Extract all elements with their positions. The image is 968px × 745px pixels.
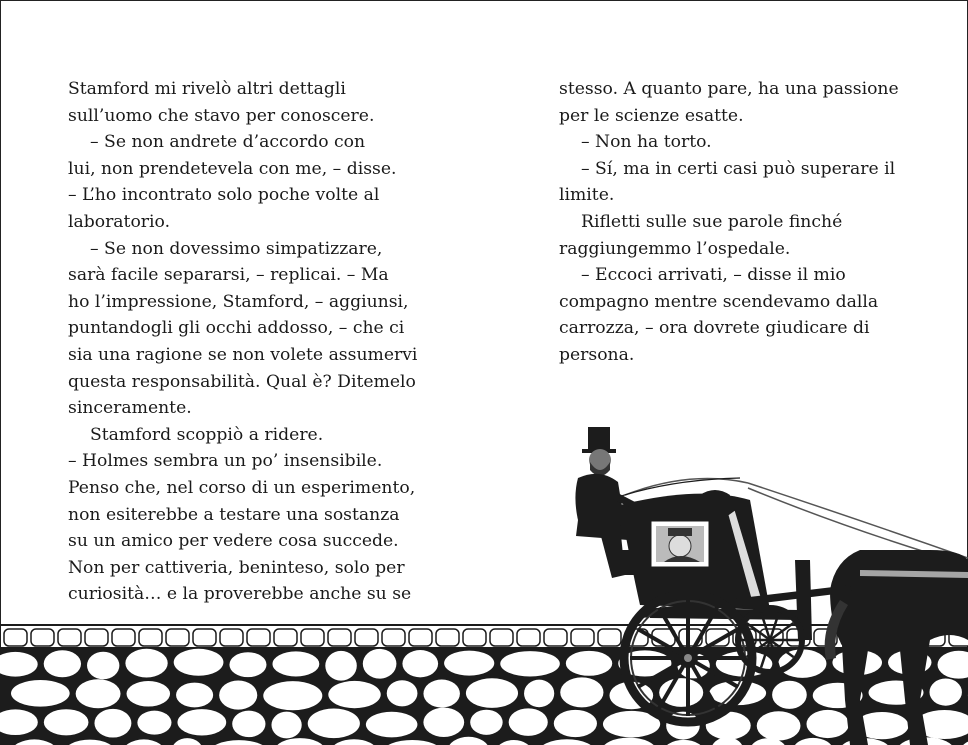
text-line: – Holmes sembra un po’ insensibile.	[68, 451, 383, 472]
text-line: stesso. A quanto pare, ha una passione	[559, 79, 899, 99]
text-line: compagno mentre scendevamo dalla	[559, 291, 879, 312]
text-line: – Non ha torto.	[581, 132, 712, 153]
text-line: – Se non andrete d’accordo con	[90, 132, 366, 153]
text-line: – Sí, ma in certi casi può superare il	[581, 158, 896, 179]
text-line: Rifletti sulle sue parole finché	[581, 211, 843, 232]
text-line: ho l’impressione, Stamford, – aggiunsi,	[68, 291, 409, 312]
text-line: sarà facile separarsi, – replicai. – Ma	[68, 265, 389, 286]
text-line: per le scienze esatte.	[559, 105, 744, 126]
text-line: – L’ho incontrato solo poche volte al	[68, 185, 380, 206]
text-line: puntandogli gli occhi addosso, – che ci	[68, 318, 405, 339]
carriage-wheel-large	[624, 594, 752, 722]
text-line: su un amico per vedere cosa succede.	[68, 531, 399, 552]
right-text-column	[559, 76, 919, 369]
text-line: Stamford scoppiò a ridere.	[90, 424, 324, 445]
text-line: sull’uomo che stavo per conoscere.	[68, 105, 375, 126]
cobblestone-wall	[0, 649, 968, 745]
text-line: Non per cattiveria, beninteso, solo per	[68, 557, 405, 578]
text-line: – Eccoci arrivati, – disse il mio	[581, 265, 846, 286]
text-line: Stamford mi rivelò altri dettagli	[68, 79, 346, 99]
carriage-illustration	[0, 400, 968, 745]
text-line: limite.	[559, 185, 615, 206]
text-line: questa responsabilità. Qual è? Ditemelo	[68, 371, 416, 392]
text-line: Penso che, nel corso di un esperimento,	[68, 477, 416, 498]
text-line: carrozza, – ora dovrete giudicare di	[559, 318, 870, 339]
text-line: persona.	[559, 344, 635, 365]
text-line: laboratorio.	[68, 211, 171, 232]
text-line: curiosità… e la proverebbe anche su se	[68, 584, 412, 605]
text-line: raggiungemmo l’ospedale.	[559, 238, 791, 259]
text-line: sinceramente.	[68, 398, 192, 419]
text-line: – Se non dovessimo simpatizzare,	[90, 238, 383, 259]
carriage-window	[650, 520, 710, 568]
text-line: lui, non prendetevela con me, – disse.	[68, 158, 397, 179]
text-line: non esiterebbe a testare una sostanza	[68, 504, 400, 525]
text-line: sia una ragione se non volete assumervi	[68, 344, 418, 365]
